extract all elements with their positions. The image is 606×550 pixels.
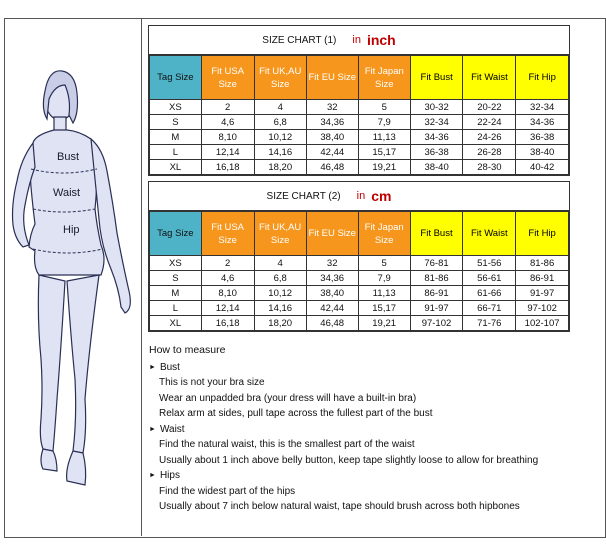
table-cell: 30-32 [410,100,463,115]
body-figure-panel [5,19,141,535]
table-cell: 18,20 [254,316,306,331]
table-cell: 38,40 [306,286,358,301]
column-header: Fit UK,AU Size [254,212,306,256]
arrow-bullet-icon: ► [149,425,156,433]
column-header: Fit Hip [516,212,569,256]
table-row [150,286,569,301]
table-cell: 102-107 [516,316,569,331]
table-cell: 42,44 [306,145,358,160]
table-row [150,145,569,160]
table-cell: 51-56 [463,256,516,271]
header-row [150,212,569,256]
tag-size-cell: S [150,271,202,286]
table-row [150,316,569,331]
table-cell: 5 [358,100,410,115]
table-cell: 26-28 [463,145,516,160]
tag-size-cell: M [150,130,202,145]
table-cell: 12,14 [201,301,254,316]
table-cell: 4,6 [201,115,254,130]
table-row [150,256,569,271]
table-cell: 34-36 [410,130,463,145]
table-row [150,160,569,175]
table-cell: 32-34 [410,115,463,130]
tag-size-cell: L [150,301,202,316]
table-row [150,115,569,130]
table-cell: 8,10 [201,286,254,301]
table-cell: 7,9 [358,271,410,286]
instruction-line: Wear an unpadded bra (your dress will have a built-in bra) [159,392,417,404]
table-cell: 14,16 [254,145,306,160]
table-cell: 38-40 [516,145,569,160]
tag-size-cell: XS [150,100,202,115]
unit-prefix: in [352,34,361,46]
table-row [150,271,569,286]
table-cell: 81-86 [516,256,569,271]
column-header: Fit Waist [463,56,516,100]
table-cell: 11,13 [358,286,410,301]
table-cell: 34,36 [306,115,358,130]
table-cell: 34-36 [516,115,569,130]
table-cell: 12,14 [201,145,254,160]
table-cell: 38,40 [306,130,358,145]
table-row [150,130,569,145]
section-heading-text: Waist [159,423,185,435]
tag-size-cell: XL [150,160,202,175]
column-header: Tag Size [150,56,202,100]
table-cell: 11,13 [358,130,410,145]
section-heading-text: Hips [159,470,180,481]
column-header: Fit EU Size [306,56,358,100]
chart-title-row [149,26,569,55]
table-cell: 6,8 [254,271,306,286]
hip-label: Hip [63,224,80,236]
table-cell: 46,48 [306,316,358,331]
waist-label: Waist [53,187,81,199]
unit-prefix: in [356,190,366,202]
column-header: Fit Hip [516,56,569,100]
column-header: Fit USA Size [201,212,254,256]
table-cell: 97-102 [516,301,569,316]
how-to-title: How to measure [149,344,226,356]
measure-section-heading [149,468,538,484]
table-cell: 24-26 [463,130,516,145]
table-row [150,301,569,316]
chart-title-row [149,182,569,211]
measure-section-heading [149,422,538,438]
chart-title: SIZE CHART (1) [262,34,337,46]
table-cell: 16,18 [201,316,254,331]
table-cell: 71-76 [463,316,516,331]
tag-size-cell: M [150,286,202,301]
table-cell: 15,17 [358,301,410,316]
chart-title: SIZE CHART (2) [266,190,341,202]
table-cell: 6,8 [254,115,306,130]
instruction-line: Usually about 1 inch above belly button, keep tape slightly loose to allow for breathing [159,454,539,466]
size-chart-cm [148,181,570,332]
tag-size-cell: XL [150,316,202,331]
section-heading-text: Bust [159,361,180,373]
table-cell: 10,12 [254,130,306,145]
instruction-line: Find the natural waist, this is the smallest part of the waist [159,439,415,450]
size-table-cm [149,211,569,331]
tag-size-cell: S [150,115,202,130]
table-cell: 66-71 [463,301,516,316]
table-cell: 32 [306,100,358,115]
table-cell: 36-38 [410,145,463,160]
table-cell: 91-97 [410,301,463,316]
panel-divider [141,18,142,536]
table-cell: 4 [254,100,306,115]
table-cell: 4,6 [201,271,254,286]
table-cell: 16,18 [201,160,254,175]
table-cell: 34,36 [306,271,358,286]
table-cell: 14,16 [254,301,306,316]
table-cell: 97-102 [410,316,463,331]
instruction-line: This is not your bra size [159,377,265,388]
arrow-bullet-icon: ► [149,363,156,371]
unit-label: cm [371,188,392,204]
column-header: Fit Waist [463,212,516,256]
tag-size-cell: XS [150,256,202,271]
column-header: Tag Size [150,212,202,256]
table-cell: 19,21 [358,316,410,331]
body-silhouette [5,19,141,535]
table-cell: 61-66 [463,286,516,301]
table-cell: 15,17 [358,145,410,160]
header-row [150,56,569,100]
tag-size-cell: L [150,145,202,160]
table-cell: 56-61 [463,271,516,286]
size-table-inch [149,55,569,175]
measure-section-heading [149,360,538,376]
table-cell: 8,10 [201,130,254,145]
arrow-bullet-icon: ► [149,472,156,479]
table-cell: 4 [254,256,306,271]
table-cell: 20-22 [463,100,516,115]
column-header: Fit EU Size [306,212,358,256]
instruction-line: Relax arm at sides, pull tape across the fullest part of the bust [159,408,433,419]
table-cell: 86-91 [516,271,569,286]
column-header: Fit Japan Size [358,212,410,256]
bust-label: Bust [57,151,80,163]
table-cell: 76-81 [410,256,463,271]
column-header: Fit UK,AU Size [254,56,306,100]
size-chart-inch [148,25,570,176]
table-cell: 32 [306,256,358,271]
table-cell: 32-34 [516,100,569,115]
table-cell: 2 [201,256,254,271]
table-cell: 28-30 [463,160,516,175]
instruction-line: Find the widest part of the hips [159,485,296,497]
table-cell: 36-38 [516,130,569,145]
column-header: Fit Bust [410,56,463,100]
table-cell: 5 [358,256,410,271]
table-cell: 18,20 [254,160,306,175]
how-to-measure [149,343,538,515]
table-cell: 10,12 [254,286,306,301]
table-row [150,100,569,115]
unit-label: inch [366,32,396,48]
table-cell: 2 [201,100,254,115]
instruction-line: Usually about 7 inch below natural waist, tape should brush across both hipbones [159,501,520,512]
column-header: Fit Bust [410,212,463,256]
table-cell: 19,21 [358,160,410,175]
table-cell: 46,48 [306,160,358,175]
table-cell: 40-42 [516,160,569,175]
column-header: Fit USA Size [201,56,254,100]
column-header: Fit Japan Size [358,56,410,100]
table-cell: 7,9 [358,115,410,130]
table-cell: 42,44 [306,301,358,316]
table-cell: 38-40 [410,160,463,175]
table-cell: 81-86 [410,271,463,286]
table-cell: 86-91 [410,286,463,301]
table-cell: 22-24 [463,115,516,130]
table-cell: 91-97 [516,286,569,301]
